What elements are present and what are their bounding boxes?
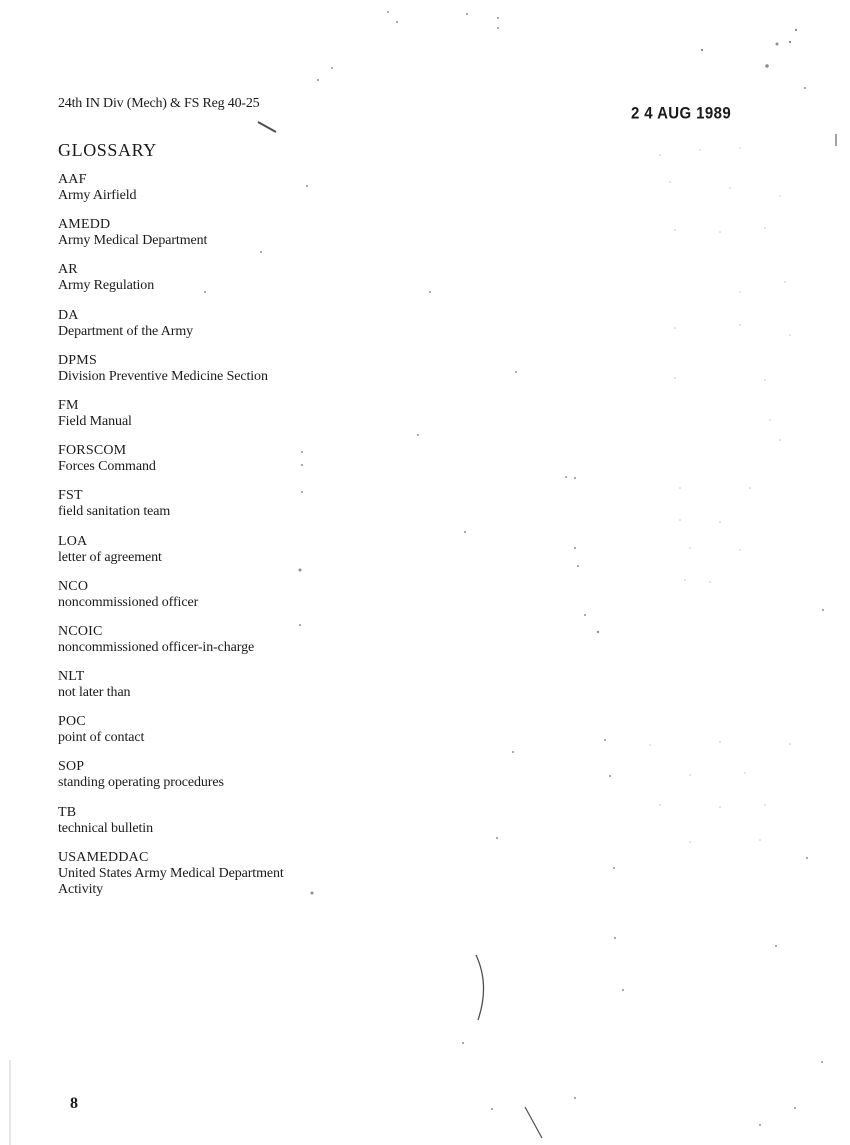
glossary-definition: noncommissioned officer bbox=[58, 594, 199, 610]
glossary-definition: letter of agreement bbox=[58, 549, 162, 565]
glossary-term: DPMS bbox=[58, 352, 97, 368]
date-stamp: 2 4 AUG 1989 bbox=[631, 104, 732, 123]
glossary-term: FORSCOM bbox=[58, 443, 127, 459]
glossary-definition: field sanitation team bbox=[58, 504, 171, 520]
glossary-definition: noncommissioned officer-in-charge bbox=[58, 639, 255, 655]
glossary-term: TB bbox=[58, 804, 77, 820]
glossary-definition: Field Manual bbox=[58, 413, 132, 429]
glossary-definition: Forces Command bbox=[58, 459, 156, 475]
glossary-definition: Army Regulation bbox=[58, 278, 155, 294]
glossary-definition: Army Airfield bbox=[58, 188, 137, 203]
glossary-term: LOA bbox=[58, 533, 88, 549]
glossary-definition: point of contact bbox=[58, 730, 145, 746]
glossary-definition: Army Medical Department bbox=[58, 233, 208, 249]
glossary-title: GLOSSARY bbox=[58, 140, 157, 160]
glossary-term: USAMEDDAC bbox=[58, 849, 149, 865]
glossary-term: AAF bbox=[58, 172, 87, 187]
glossary-term: FST bbox=[58, 488, 83, 504]
glossary-definition: Department of the Army bbox=[58, 323, 194, 339]
glossary-term: AMEDD bbox=[58, 217, 111, 233]
glossary-term: SOP bbox=[58, 759, 85, 775]
glossary-term: DA bbox=[58, 307, 79, 323]
glossary-term: NCO bbox=[58, 578, 89, 594]
glossary-term: NLT bbox=[58, 669, 85, 685]
glossary-definition: technical bulletin bbox=[58, 820, 153, 836]
glossary-term: POC bbox=[58, 714, 86, 730]
glossary-definition: United States Army Medical Department Activity bbox=[58, 865, 284, 897]
glossary-definition: not later than bbox=[58, 685, 131, 701]
glossary-term: AR bbox=[58, 262, 78, 278]
glossary-definition: standing operating procedures bbox=[58, 775, 224, 791]
glossary-term: FM bbox=[58, 397, 79, 413]
page-number: 8 bbox=[70, 1095, 78, 1112]
glossary-definition: Division Preventive Medicine Section bbox=[58, 368, 268, 384]
regulation-header: 24th IN Div (Mech) & FS Reg 40-25 bbox=[58, 96, 260, 111]
glossary-term: NCOIC bbox=[58, 623, 103, 639]
